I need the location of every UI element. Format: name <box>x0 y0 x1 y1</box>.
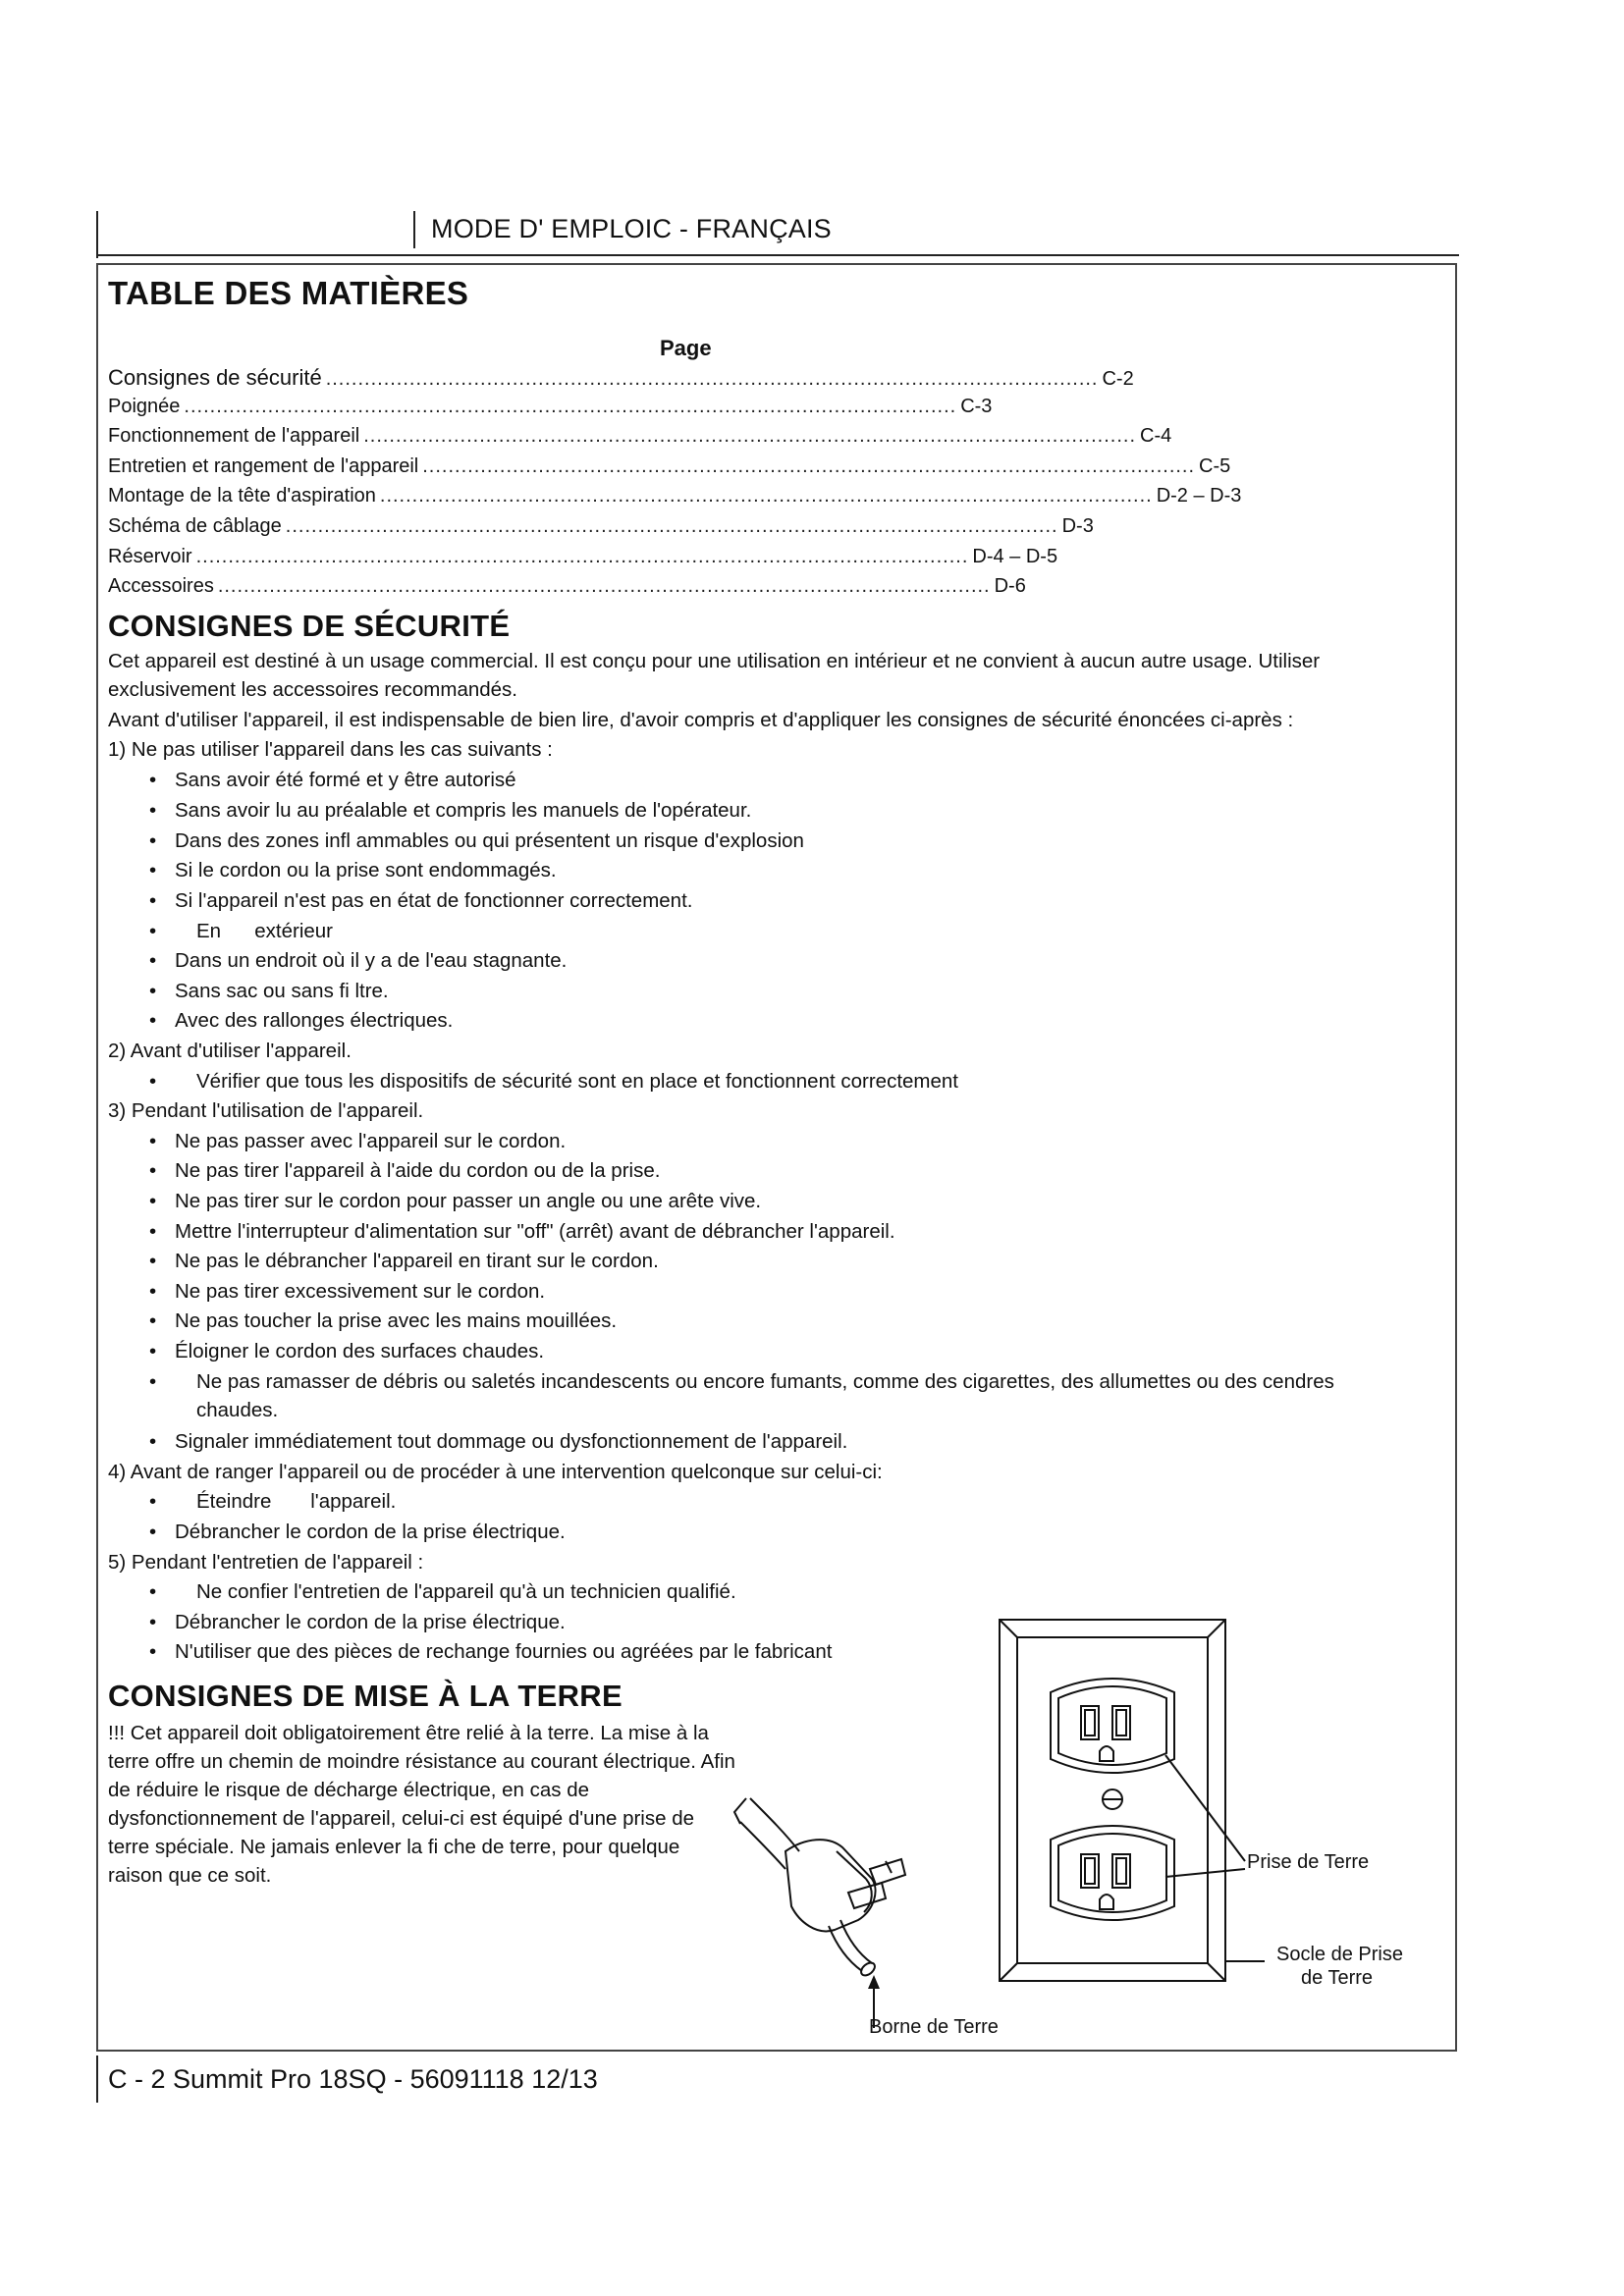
toc-row <box>108 365 1134 396</box>
list-item <box>149 917 333 945</box>
section-5-heading: 5) Pendant l'entretien de l'appareil : <box>108 1551 424 1574</box>
bullet: • <box>149 949 157 972</box>
bullet: • <box>149 1250 157 1272</box>
list-item-text: Ne pas passer avec l'appareil sur le cordon. <box>175 1130 567 1152</box>
bullet: • <box>149 1640 157 1663</box>
toc-page: D-3 <box>1061 514 1094 537</box>
bullet: • <box>149 799 157 822</box>
list-item <box>149 1427 847 1456</box>
list-item-text: Vérifier que tous les dispositifs de sécurité sont en place et fonctionnent correctement <box>196 1070 959 1093</box>
leader-line <box>1165 1869 1245 1877</box>
list-item-text: Signaler immédiatement tout dommage ou dysfonctionnement de l'appareil. <box>175 1430 848 1453</box>
list-item-text: Ne pas tirer excessivement sur le cordon. <box>175 1280 546 1303</box>
toc-page: C-2 <box>1102 368 1134 390</box>
toc-leader: ........................................................................................................................ <box>217 575 991 598</box>
toc-row <box>108 395 993 426</box>
list-item-text: Si le cordon ou la prise sont endommagés. <box>175 859 557 881</box>
list-item <box>149 1217 895 1246</box>
list-item <box>149 1006 453 1035</box>
safety-intro-1: Cet appareil est destiné à un usage commercial. Il est conçu pour une utilisation en intérieur et ne convient à aucun autre usage. Utiliser exclusivement les accessoires recommandés. <box>108 650 1321 701</box>
toc-page: C-4 <box>1140 425 1172 448</box>
toc-leader: ........................................................................................................................ <box>184 395 957 417</box>
list-item <box>149 1337 544 1365</box>
list-item <box>149 1518 566 1546</box>
list-item <box>149 1608 566 1636</box>
toc-leader: ........................................................................................................................ <box>363 425 1136 448</box>
toc-list <box>108 365 1242 606</box>
list-item-text: Dans un endroit où il y a de l'eau stagnante. <box>175 949 568 972</box>
grounding-text: !!! Cet appareil doit obligatoirement être relié à la terre. La mise à la terre offre un chemin de moindre résistance au courant électrique. Afin de réduire le risque de décharge électrique, en cas de dysfonctionnement de l'appareil, celui-ci est équipé d'une prise de terre spéciale. Ne jamais enlever la fi che de terre, pour quelque raison que ce soit. <box>108 1722 735 1887</box>
bullet: • <box>149 1611 157 1633</box>
list-item <box>149 1187 761 1215</box>
plug-cord <box>750 1798 799 1851</box>
list-item <box>149 766 516 794</box>
toc-label: Entretien et rangement de l'appareil <box>108 454 419 477</box>
list-item-text: Éteindre l'appareil. <box>196 1490 397 1513</box>
bullet: • <box>149 1340 157 1362</box>
bullet: • <box>149 1220 157 1243</box>
toc-row <box>108 425 1172 455</box>
bullet: • <box>149 1130 157 1152</box>
safety-title: CONSIGNES DE SÉCURITÉ <box>108 609 511 643</box>
list-item <box>149 1577 736 1606</box>
header-rule-mid <box>413 211 415 248</box>
bullet: • <box>149 1070 157 1093</box>
toc-label: Fonctionnement de l'appareil <box>108 425 360 448</box>
list-item <box>149 796 751 825</box>
plug-prong <box>848 1883 886 1908</box>
list-item-text: Avec des rallonges électriques. <box>175 1009 454 1032</box>
list-item <box>149 1067 958 1095</box>
list-item-text: Ne confier l'entretien de l'appareil qu'à un technicien qualifié. <box>196 1580 736 1603</box>
section-1-heading: 1) Ne pas utiliser l'appareil dans les cas suivants : <box>108 738 553 761</box>
list-item-text: Sans avoir été formé et y être autorisé <box>175 769 516 791</box>
bullet: • <box>149 1009 157 1032</box>
list-item-text: Sans sac ou sans fi ltre. <box>175 980 389 1002</box>
bullet: • <box>149 859 157 881</box>
bullet: • <box>149 1580 157 1603</box>
list-item-text: Ne pas ramasser de débris ou saletés incandescents ou encore fumants, comme des cigarettes, des allumettes ou des cendres chaudes. <box>196 1370 1334 1421</box>
toc-page: C-3 <box>960 395 993 417</box>
toc-row <box>108 545 1058 576</box>
bullet: • <box>149 1490 157 1513</box>
label-borne-de-terre: Borne de Terre <box>869 2016 999 2038</box>
list-item-text: N'utiliser que des pièces de rechange fournies ou agréées par le fabricant <box>175 1640 833 1663</box>
toc-row <box>108 454 1231 486</box>
list-item <box>149 856 557 884</box>
bullet: • <box>149 1280 157 1303</box>
grounding-figure <box>727 1616 1414 2048</box>
toc-label: Consignes de sécurité <box>108 365 322 390</box>
toc-row <box>108 514 1094 546</box>
list-item <box>149 1156 660 1185</box>
list-item <box>149 1307 617 1335</box>
plug-body <box>785 1840 876 1931</box>
list-item <box>149 1367 1367 1424</box>
list-item-text: Ne pas toucher la prise avec les mains mouillées. <box>175 1309 618 1332</box>
list-item-text: Débrancher le cordon de la prise électrique. <box>175 1611 566 1633</box>
toc-label: Réservoir <box>108 545 192 567</box>
toc-label: Accessoires <box>108 575 214 598</box>
toc-title: TABLE DES MATIÈRES <box>108 275 469 311</box>
list-item-text: Si l'appareil n'est pas en état de fonctionner correctement. <box>175 889 693 912</box>
list-item-text: Mettre l'interrupteur d'alimentation sur "off" (arrêt) avant de débrancher l'appareil. <box>175 1220 895 1243</box>
toc-page-label: Page <box>660 336 712 360</box>
toc-label: Schéma de câblage <box>108 514 282 537</box>
list-item <box>149 1127 566 1155</box>
bullet: • <box>149 1370 157 1393</box>
bullet: • <box>149 889 157 912</box>
toc-page: D-2 – D-3 <box>1156 485 1242 507</box>
toc-leader: ........................................................................................................................ <box>422 454 1196 477</box>
bullet: • <box>149 1521 157 1543</box>
list-item-text: Débrancher le cordon de la prise électrique. <box>175 1521 566 1543</box>
list-item <box>149 977 389 1005</box>
toc-label: Montage de la tête d'aspiration <box>108 485 376 507</box>
ground-pin <box>840 1920 872 1963</box>
list-item-text: Ne pas tirer sur le cordon pour passer un angle ou une arête vive. <box>175 1190 762 1212</box>
bullet: • <box>149 1430 157 1453</box>
bullet: • <box>149 829 157 852</box>
section-3-heading: 3) Pendant l'utilisation de l'appareil. <box>108 1099 424 1122</box>
footer-rule <box>96 2056 98 2103</box>
bullet: • <box>149 920 157 942</box>
toc-leader: ........................................................................................................................ <box>195 545 969 567</box>
list-item <box>149 1487 396 1516</box>
list-item <box>149 827 804 855</box>
list-item <box>149 946 567 975</box>
toc-row <box>108 575 1026 606</box>
list-item-text: Ne pas le débrancher l'appareil en tirant sur le cordon. <box>175 1250 659 1272</box>
leader-line <box>1165 1755 1245 1861</box>
list-item-text: Ne pas tirer l'appareil à l'aide du cordon ou de la prise. <box>175 1159 661 1182</box>
toc-page: D-4 – D-5 <box>972 545 1058 567</box>
toc-row <box>108 485 1242 515</box>
grounding-title: CONSIGNES DE MISE À LA TERRE <box>108 1679 623 1713</box>
section-2-heading: 2) Avant d'utiliser l'appareil. <box>108 1040 352 1062</box>
list-item-text: Dans des zones infl ammables ou qui présentent un risque d'explosion <box>175 829 804 852</box>
toc-label: Poignée <box>108 395 181 417</box>
bullet: • <box>149 769 157 791</box>
safety-intro-2: Avant d'utiliser l'appareil, il est indispensable de bien lire, d'avoir compris et d'appliquer les consignes de sécurité énoncées ci-après : <box>108 709 1294 731</box>
toc-page: D-6 <box>994 575 1026 598</box>
toc-leader: ........................................................................................................................ <box>379 485 1153 507</box>
footer-text: C - 2 Summit Pro 18SQ - 56091118 12/13 <box>108 2064 598 2094</box>
list-item-text: Sans avoir lu au préalable et compris les manuels de l'opérateur. <box>175 799 752 822</box>
list-item-text: Éloigner le cordon des surfaces chaudes. <box>175 1340 545 1362</box>
bullet: • <box>149 1159 157 1182</box>
label-prise-de-terre: Prise de Terre <box>1247 1851 1370 1873</box>
label-socle-1: Socle de Prise <box>1276 1944 1403 1965</box>
bullet: • <box>149 1190 157 1212</box>
header-rule-left <box>96 211 98 258</box>
list-item <box>149 886 692 915</box>
bullet: • <box>149 980 157 1002</box>
toc-page: C-5 <box>1199 454 1231 477</box>
label-socle-2: de Terre <box>1301 1967 1374 1989</box>
header-title: MODE D' EMPLOIC - FRANÇAIS <box>431 214 832 243</box>
list-item <box>149 1247 659 1275</box>
toc-leader: ........................................................................................................................ <box>325 368 1099 390</box>
list-item-text: En extérieur <box>196 920 334 942</box>
section-4-heading: 4) Avant de ranger l'appareil ou de procéder à une intervention quelconque sur celui-ci: <box>108 1461 883 1483</box>
list-item <box>149 1277 545 1306</box>
header-line <box>96 254 1459 256</box>
arrow-head <box>868 1975 880 1989</box>
toc-leader: ........................................................................................................................ <box>285 514 1058 537</box>
bullet: • <box>149 1309 157 1332</box>
